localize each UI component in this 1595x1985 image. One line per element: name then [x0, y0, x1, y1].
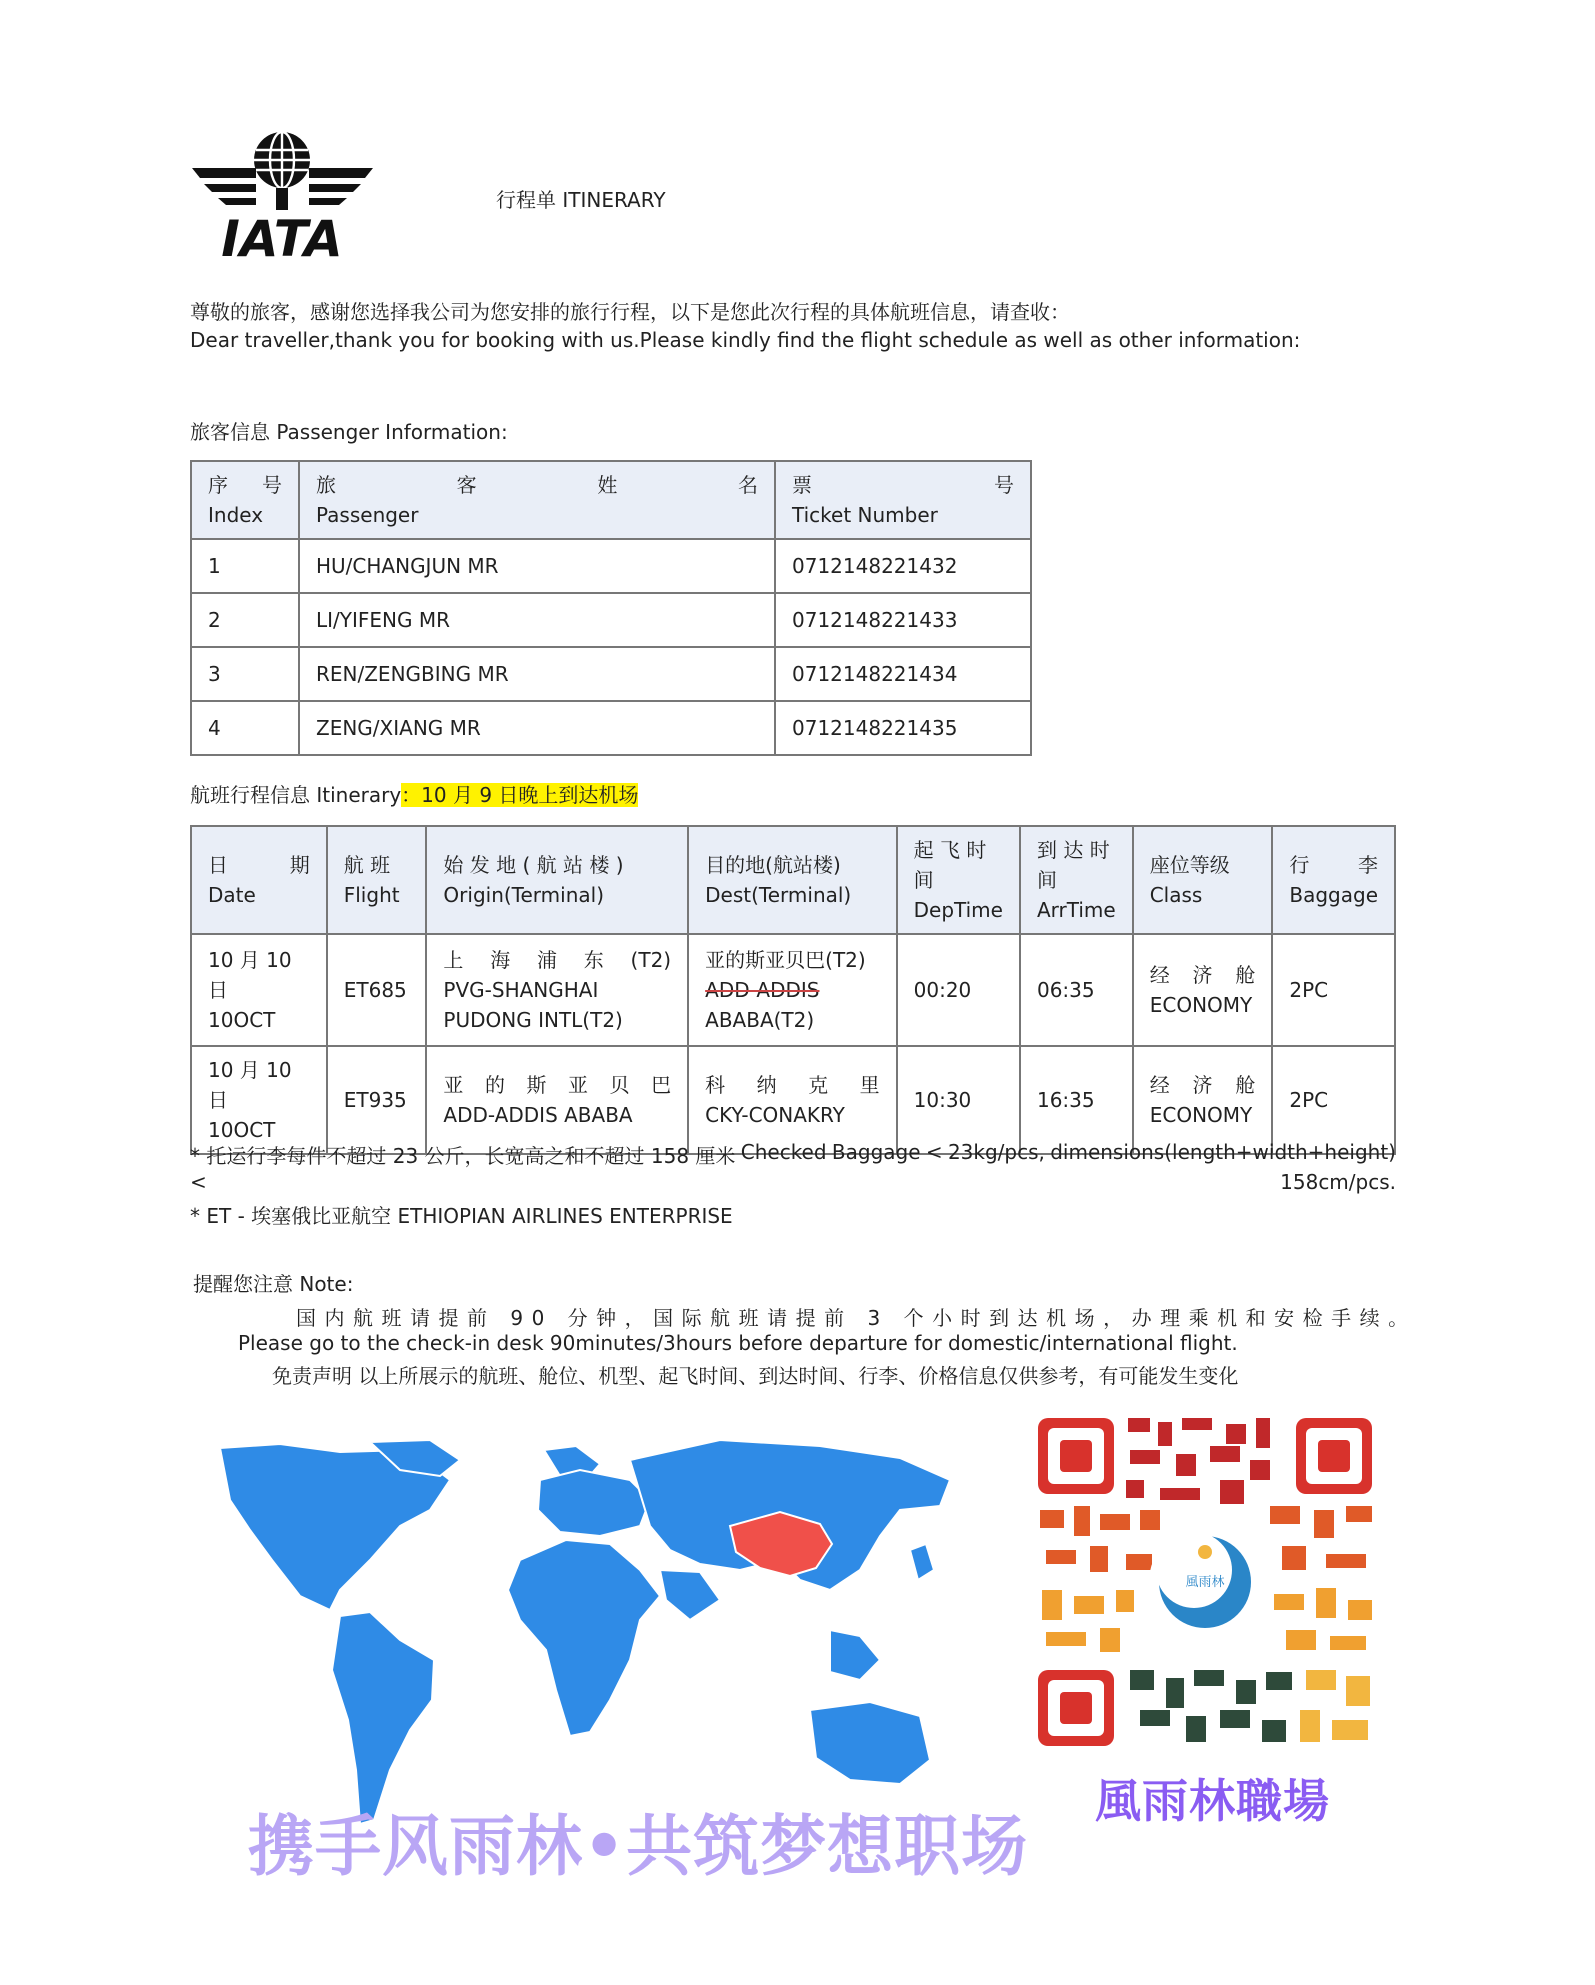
pax-ticket: 0712148221434: [775, 647, 1031, 701]
header-origin: 始 发 地 ( 航 站 楼 ) Origin(Terminal): [426, 826, 688, 934]
pax-index: 1: [191, 539, 299, 593]
flight-dest: 科 纳 克 里 CKY-CONAKRY: [688, 1046, 896, 1154]
header-ticket: 票 号 Ticket Number: [775, 461, 1031, 539]
itinerary-heading-text: 航班行程信息 Itinerary: [190, 783, 402, 807]
table-row: [191, 934, 1395, 1046]
flight-deptime: 00:20: [897, 934, 1020, 1046]
flight-origin: 上 海 浦 东 (T2) PVG-SHANGHAI PUDONG INTL(T2): [426, 934, 688, 1046]
document-title: 行程单 ITINERARY: [496, 188, 666, 212]
pax-ticket: 0712148221433: [775, 593, 1031, 647]
table-row: [191, 539, 1031, 593]
table-header-row: [191, 461, 1031, 539]
flight-class: 经 济 舱 ECONOMY: [1133, 934, 1273, 1046]
header-baggage: 行 李 Baggage: [1272, 826, 1395, 934]
reminder-heading: 提醒您注意 Note:: [193, 1272, 354, 1296]
passenger-info-heading: 旅客信息 Passenger Information:: [190, 420, 508, 444]
pax-index: 3: [191, 647, 299, 701]
passenger-table: [190, 460, 1032, 756]
baggage-note-continued: < 158cm/pcs.: [190, 1170, 1396, 1194]
reminder-line-cn: 国内航班请提前 90 分钟，国际航班请提前 3 个小时到达机场，办理乘机和安检手续。: [296, 1306, 1417, 1330]
flight-baggage: 2PC: [1272, 1046, 1395, 1154]
pax-index: 4: [191, 701, 299, 755]
header-flight: 航 班 Flight: [327, 826, 427, 934]
pax-name: HU/CHANGJUN MR: [299, 539, 775, 593]
pax-name: ZENG/XIANG MR: [299, 701, 775, 755]
table-row: [191, 1046, 1395, 1154]
itinerary-heading: [190, 779, 638, 808]
flight-date: 10 月 10 日 10OCT: [191, 934, 327, 1046]
flight-number: ET935: [327, 1046, 427, 1154]
table-header-row: [191, 826, 1395, 934]
flight-class: 经 济 舱 ECONOMY: [1133, 1046, 1273, 1154]
arrival-highlight: ：10 月 9 日晚上到达机场: [401, 783, 639, 807]
header-dest: 目的地(航站楼) Dest(Terminal): [688, 826, 896, 934]
pax-ticket: 0712148221432: [775, 539, 1031, 593]
pax-ticket: 0712148221435: [775, 701, 1031, 755]
flight-arrtime: 16:35: [1020, 1046, 1133, 1154]
flight-dest: 亚的斯亚贝巴(T2) ADD-ADDIS ABABA(T2): [688, 934, 896, 1046]
header-date: 日 期 Date: [191, 826, 327, 934]
qr-code-image: [1030, 1410, 1380, 1755]
pax-name: REN/ZENGBING MR: [299, 647, 775, 701]
world-map-image: [220, 1440, 1000, 1840]
logo-text: IATA: [221, 210, 343, 260]
header-arrtime: 到 达 时 间 ArrTime: [1020, 826, 1133, 934]
intro-chinese: 尊敬的旅客，感谢您选择我公司为您安排的旅行行程，以下是您此次行程的具体航班信息，请查收：: [190, 300, 1070, 324]
flight-date: 10 月 10 日 10OCT: [191, 1046, 327, 1154]
flight-origin: 亚 的 斯 亚 贝 巴 ADD-ADDIS ABABA: [426, 1046, 688, 1154]
airline-note: * ET - 埃塞俄比亚航空 ETHIOPIAN AIRLINES ENTERPRISE: [190, 1204, 733, 1228]
flight-number: ET685: [327, 934, 427, 1046]
header-passenger: 旅 客 姓 名 Passenger: [299, 461, 775, 539]
header-index: 序 号 Index: [191, 461, 299, 539]
flight-arrtime: 06:35: [1020, 934, 1133, 1046]
slogan-watermark: 携手风雨林•共筑梦想职场: [248, 1808, 1029, 1885]
table-row: [191, 701, 1031, 755]
qr-caption: 風雨林職場: [1095, 1774, 1330, 1828]
flight-baggage: 2PC: [1272, 934, 1395, 1046]
header-class: 座位等级 Class: [1133, 826, 1273, 934]
flight-table: [190, 825, 1396, 1155]
iata-logo: [190, 128, 375, 260]
pax-index: 2: [191, 593, 299, 647]
pax-name: LI/YIFENG MR: [299, 593, 775, 647]
reminder-line-en: Please go to the check-in desk 90minutes/3hours before departure for domestic/international flight.: [238, 1331, 1238, 1355]
table-row: [191, 593, 1031, 647]
flight-deptime: 10:30: [897, 1046, 1020, 1154]
qr-badge-text: 風雨林: [1185, 1575, 1225, 1590]
table-row: [191, 647, 1031, 701]
intro-english: Dear traveller,thank you for booking with us.Please kindly find the flight schedule as well as other information:: [190, 328, 1301, 352]
disclaimer-line: 免责声明 以上所展示的航班、舱位、机型、起飞时间、到达时间、行李、价格信息仅供参考，有可能发生变化: [272, 1364, 1239, 1388]
baggage-note: * 托运行李每件不超过 23 公斤，长宽高之和不超过 158 厘米 Checked Baggage < 23kg/pcs, dimensions(length+width+height): [190, 1140, 1396, 1168]
header-deptime: 起 飞 时 间 DepTime: [897, 826, 1020, 934]
